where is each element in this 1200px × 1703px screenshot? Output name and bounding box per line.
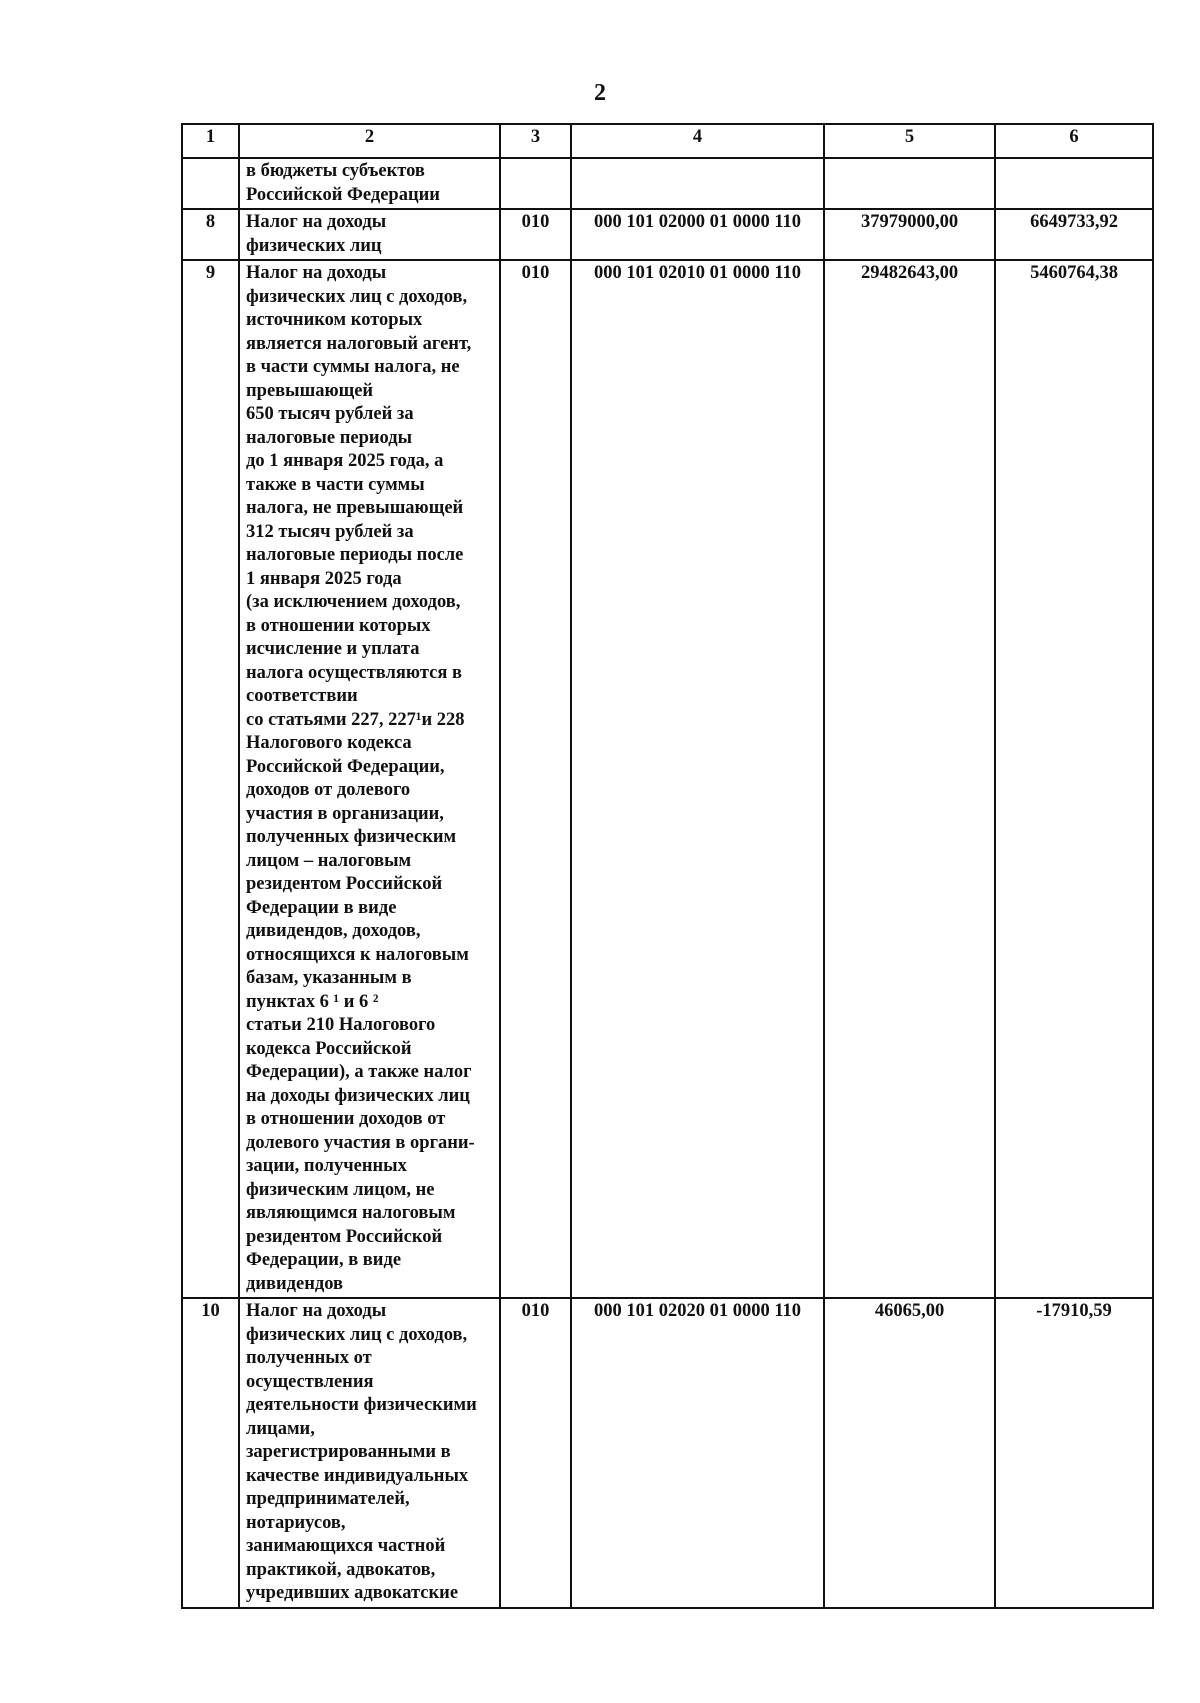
- description-line: в бюджеты субъектов: [246, 161, 425, 181]
- description-line: налоговые периоды после: [246, 545, 464, 565]
- description-line: участия в организации,: [246, 803, 444, 824]
- table-row: [182, 1298, 1153, 1608]
- code-cell: 010: [500, 1298, 571, 1608]
- plan-amount-cell: 46065,00: [824, 1298, 995, 1608]
- table-row-continuation: [182, 158, 1153, 209]
- kbk-cell: 000 101 02000 01 0000 110: [571, 209, 824, 260]
- code-cell: 010: [500, 260, 571, 1298]
- description-line: Налог на доходы: [246, 1301, 387, 1321]
- row-number-cell: 10: [182, 1298, 239, 1608]
- description-line: является налоговый агент,: [246, 333, 472, 354]
- description-line: являющимся налоговым: [246, 1203, 456, 1223]
- column-header: 2: [239, 124, 500, 158]
- description-line: кодекса Российской: [246, 1038, 412, 1059]
- column-header: 5: [824, 124, 995, 158]
- column-header: 4: [571, 124, 824, 158]
- budget-revenue-table: [181, 123, 1154, 1609]
- description-line: предпринимателей,: [246, 1489, 410, 1509]
- column-header: 1: [182, 124, 239, 158]
- description-line: доходов от долевого: [246, 780, 411, 800]
- table-header-row: [182, 124, 1153, 158]
- description-line: Налог на доходы: [246, 263, 387, 283]
- description-line: учредивших адвокатские: [246, 1583, 459, 1603]
- description-line: в отношении которых: [246, 615, 431, 636]
- description-line: исчисление и уплата: [246, 639, 420, 659]
- description-line: полученных от: [246, 1348, 372, 1368]
- kbk-cell: 000 101 02010 01 0000 110: [571, 260, 824, 1298]
- actual-amount-cell: 6649733,92: [995, 209, 1153, 260]
- description-line: со статьями 227, 227¹и 228: [246, 709, 465, 730]
- description-line: качестве индивидуальных: [246, 1465, 469, 1486]
- actual-amount-cell: [995, 158, 1153, 209]
- actual-amount-cell: -17910,59: [995, 1298, 1153, 1608]
- description-line: также в части суммы: [246, 474, 425, 495]
- description-line: резидентом Российской: [246, 874, 443, 894]
- description-line: Российской Федерации,: [246, 756, 445, 777]
- description-line: превышающей: [246, 380, 374, 401]
- column-header: 3: [500, 124, 571, 158]
- description-line: Налогового кодекса: [246, 733, 412, 753]
- description-line: Федерации), а также налог: [246, 1062, 472, 1082]
- plan-amount-cell: 29482643,00: [824, 260, 995, 1298]
- description-line: налога, не превышающей: [246, 498, 464, 518]
- description-line: базам, указанным в: [246, 968, 412, 988]
- description-line: дивидендов: [246, 1273, 344, 1294]
- description-line: осуществления: [246, 1371, 374, 1392]
- description-line: Российской Федерации: [246, 184, 440, 205]
- description-line: статьи 210 Налогового: [246, 1015, 436, 1035]
- plan-amount-cell: 37979000,00: [824, 209, 995, 260]
- description-line: физических лиц с доходов,: [246, 1324, 468, 1345]
- description-line: налоговые периоды: [246, 427, 413, 448]
- description-line: относящихся к налоговым: [246, 944, 469, 965]
- description-line: занимающихся частной: [246, 1536, 446, 1556]
- description-line: деятельности физическими: [246, 1395, 477, 1415]
- table-row: [182, 209, 1153, 260]
- description-line: в части суммы налога, не: [246, 357, 460, 377]
- description-line: физических лиц с доходов,: [246, 286, 468, 307]
- description-line: соответствии: [246, 686, 358, 706]
- description-line: источником которых: [246, 310, 423, 330]
- description-line: Федерации в виде: [246, 897, 397, 918]
- kbk-cell: 000 101 02020 01 0000 110: [571, 1298, 824, 1608]
- description-cell: [239, 209, 500, 260]
- kbk-cell: [571, 158, 824, 209]
- row-number-cell: 8: [182, 209, 239, 260]
- column-header: 6: [995, 124, 1153, 158]
- description-line: налога осуществляются в: [246, 662, 462, 683]
- description-line: лицом – налоговым: [246, 850, 412, 871]
- description-line: (за исключением доходов,: [246, 592, 461, 612]
- description-line: полученных физическим: [246, 827, 457, 847]
- description-line: практикой, адвокатов,: [246, 1559, 436, 1580]
- description-line: 1 января 2025 года: [246, 568, 402, 589]
- description-line: зарегистрированными в: [246, 1442, 451, 1462]
- description-line: 650 тысяч рублей за: [246, 404, 414, 424]
- description-line: 312 тысяч рублей за: [246, 521, 414, 542]
- description-line: до 1 января 2025 года, а: [246, 451, 444, 471]
- description-line: в отношении доходов от: [246, 1109, 446, 1129]
- plan-amount-cell: [824, 158, 995, 209]
- description-line: физическим лицом, не: [246, 1179, 435, 1200]
- description-line: пунктах 6 ¹ и 6 ²: [246, 991, 379, 1012]
- description-line: на доходы физических лиц: [246, 1085, 470, 1106]
- code-cell: [500, 158, 571, 209]
- actual-amount-cell: 5460764,38: [995, 260, 1153, 1298]
- row-number-cell: [182, 158, 239, 209]
- description-line: лицами,: [246, 1418, 315, 1439]
- code-cell: 010: [500, 209, 571, 260]
- row-number-cell: 9: [182, 260, 239, 1298]
- page-number: 2: [594, 80, 606, 106]
- description-line: зации, полученных: [246, 1156, 407, 1176]
- description-cell: [239, 158, 500, 209]
- description-line: резидентом Российской: [246, 1226, 443, 1247]
- description-line: Налог на доходы: [246, 212, 387, 232]
- description-cell: [239, 1298, 500, 1608]
- table-row: [182, 260, 1153, 1298]
- description-line: долевого участия в органи-: [246, 1132, 475, 1153]
- description-line: Федерации, в виде: [246, 1250, 402, 1270]
- description-cell: [239, 260, 500, 1298]
- description-line: дивидендов, доходов,: [246, 921, 421, 941]
- description-line: физических лиц: [246, 235, 382, 256]
- description-line: нотариусов,: [246, 1512, 346, 1533]
